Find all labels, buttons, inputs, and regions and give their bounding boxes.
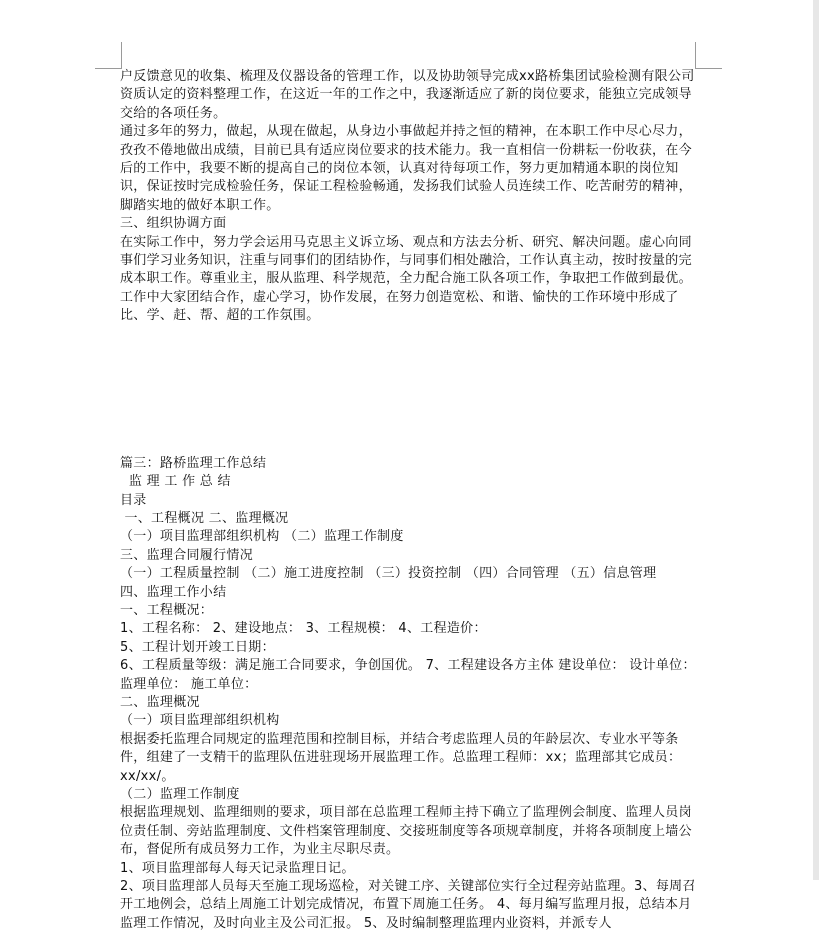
paragraph: 户反馈意见的收集、梳理及仪器设备的管理工作，以及协助领导完成xx路桥集团试验检测有限公司资质认定的资料整理工作，在这近一年的工作之中，我逐渐适应了新的岗位要求，能独立完成领导交给的各项任务。 xyxy=(120,69,695,121)
margin-corner-mark-left xyxy=(95,42,122,69)
paragraph: 在实际工作中，努力学会运用马克思主义诉立场、观点和方法去分析、研究、解决问题。虚心向同事们学习业务知识，注重与同事们的团结协作，与同事们相处融洽，工作认真主动，按时按量的完成本职工作。尊重业主，服从监理、科学规范，全力配合施工队各项工作，争取把工作做到最优。工作中大家团结合作，虚心学习，协作发展，在努力创造宽松、和谐、愉快的工作环境中形成了比、学、赶、帮、超的工作氛围。 xyxy=(120,234,692,324)
subsection-heading: （一）项目监理部组织机构 xyxy=(120,713,280,729)
part-title: 篇三：路桥监理工作总结 xyxy=(120,455,267,471)
paragraph: 根据委托监理合同规定的监理范围和控制目标，并结合考虑监理人员的年龄层次、专业水平等条件，组建了一支精干的监理队伍进驻现场开展监理工作。总监理工程师：xx；监理部其它成员：xx/xx/。 xyxy=(120,731,682,784)
blank-space xyxy=(120,326,700,455)
paragraph: 5、工程计划开竣工日期： xyxy=(120,639,275,655)
page-edge-shadow xyxy=(813,0,819,880)
list-item: 2、项目监理部人员每天至施工现场巡检，对关键工序、关键部位实行全过程旁站监理。3、每周召开工地例会，总结上周施工计划完成情况，布置下周施工任务。 4、每月编写监理月报，总结本月监理工作情况，及时向业主及公司汇报。 5、及时编制整理监理内业资料，并派专人 xyxy=(120,879,696,931)
section-heading: 一、工程概况： xyxy=(120,602,214,618)
toc-line: 一、工程概况 二、监理概况 xyxy=(120,510,289,526)
section-heading: 三、组织协调方面 xyxy=(120,216,227,232)
paragraph: 通过多年的努力，做起，从现在做起，从身边小事做起并持之恒的精神，在本职工作中尽心尽力，孜孜不倦地做出成绩，目前已具有适应岗位要求的技术能力。我一直相信一份耕耘一份收获，在今后的工作中，我要不断的提高自己的岗位本领，认真对待每项工作，努力更加精通本职的岗位知识，保证按时完成检验任务，保证工程检验畅通，发扬我们试验人员连续工作、吃苦耐劳的精神，脚踏实地的做好本职工作。 xyxy=(120,124,692,213)
document-body xyxy=(120,68,700,933)
report-title: 监 理 工 作 总 结 xyxy=(120,474,231,490)
toc-label: 目录 xyxy=(120,492,147,508)
margin-corner-mark-right xyxy=(695,42,722,69)
subsection-heading: （二）监理工作制度 xyxy=(120,787,240,802)
toc-line: （一）项目监理部组织机构 （二）监理工作制度 xyxy=(120,529,404,545)
section-heading: 二、监理概况 xyxy=(120,694,200,710)
paragraph: 根据监理规划、监理细则的要求，项目部在总监理工程师主持下确立了监理例会制度、监理人员岗位责任制、旁站监理制度、文件档案管理制度、交接班制度等各项规章制度，并将各项制度上墙公布，督促所有成员努力工作，为业主尽职尽责。 xyxy=(120,805,692,858)
paragraph: 1、工程名称： 2、建设地点： 3、工程规模： 4、工程造价： xyxy=(120,621,487,637)
list-item: 1、项目监理部每人每天记录监理日记。 xyxy=(120,860,355,876)
toc-line: 三、监理合同履行情况 xyxy=(120,547,254,563)
toc-line: 四、监理工作小结 xyxy=(120,584,227,600)
paragraph: 6、工程质量等级：满足施工合同要求，争创国优。 7、工程建设各方主体 建设单位： 设计单位： 监理单位： 施工单位： xyxy=(120,658,701,692)
toc-line: （一）工程质量控制 （二）施工进度控制 （三）投资控制 （四）合同管理 （五）信息管理 xyxy=(120,566,657,582)
